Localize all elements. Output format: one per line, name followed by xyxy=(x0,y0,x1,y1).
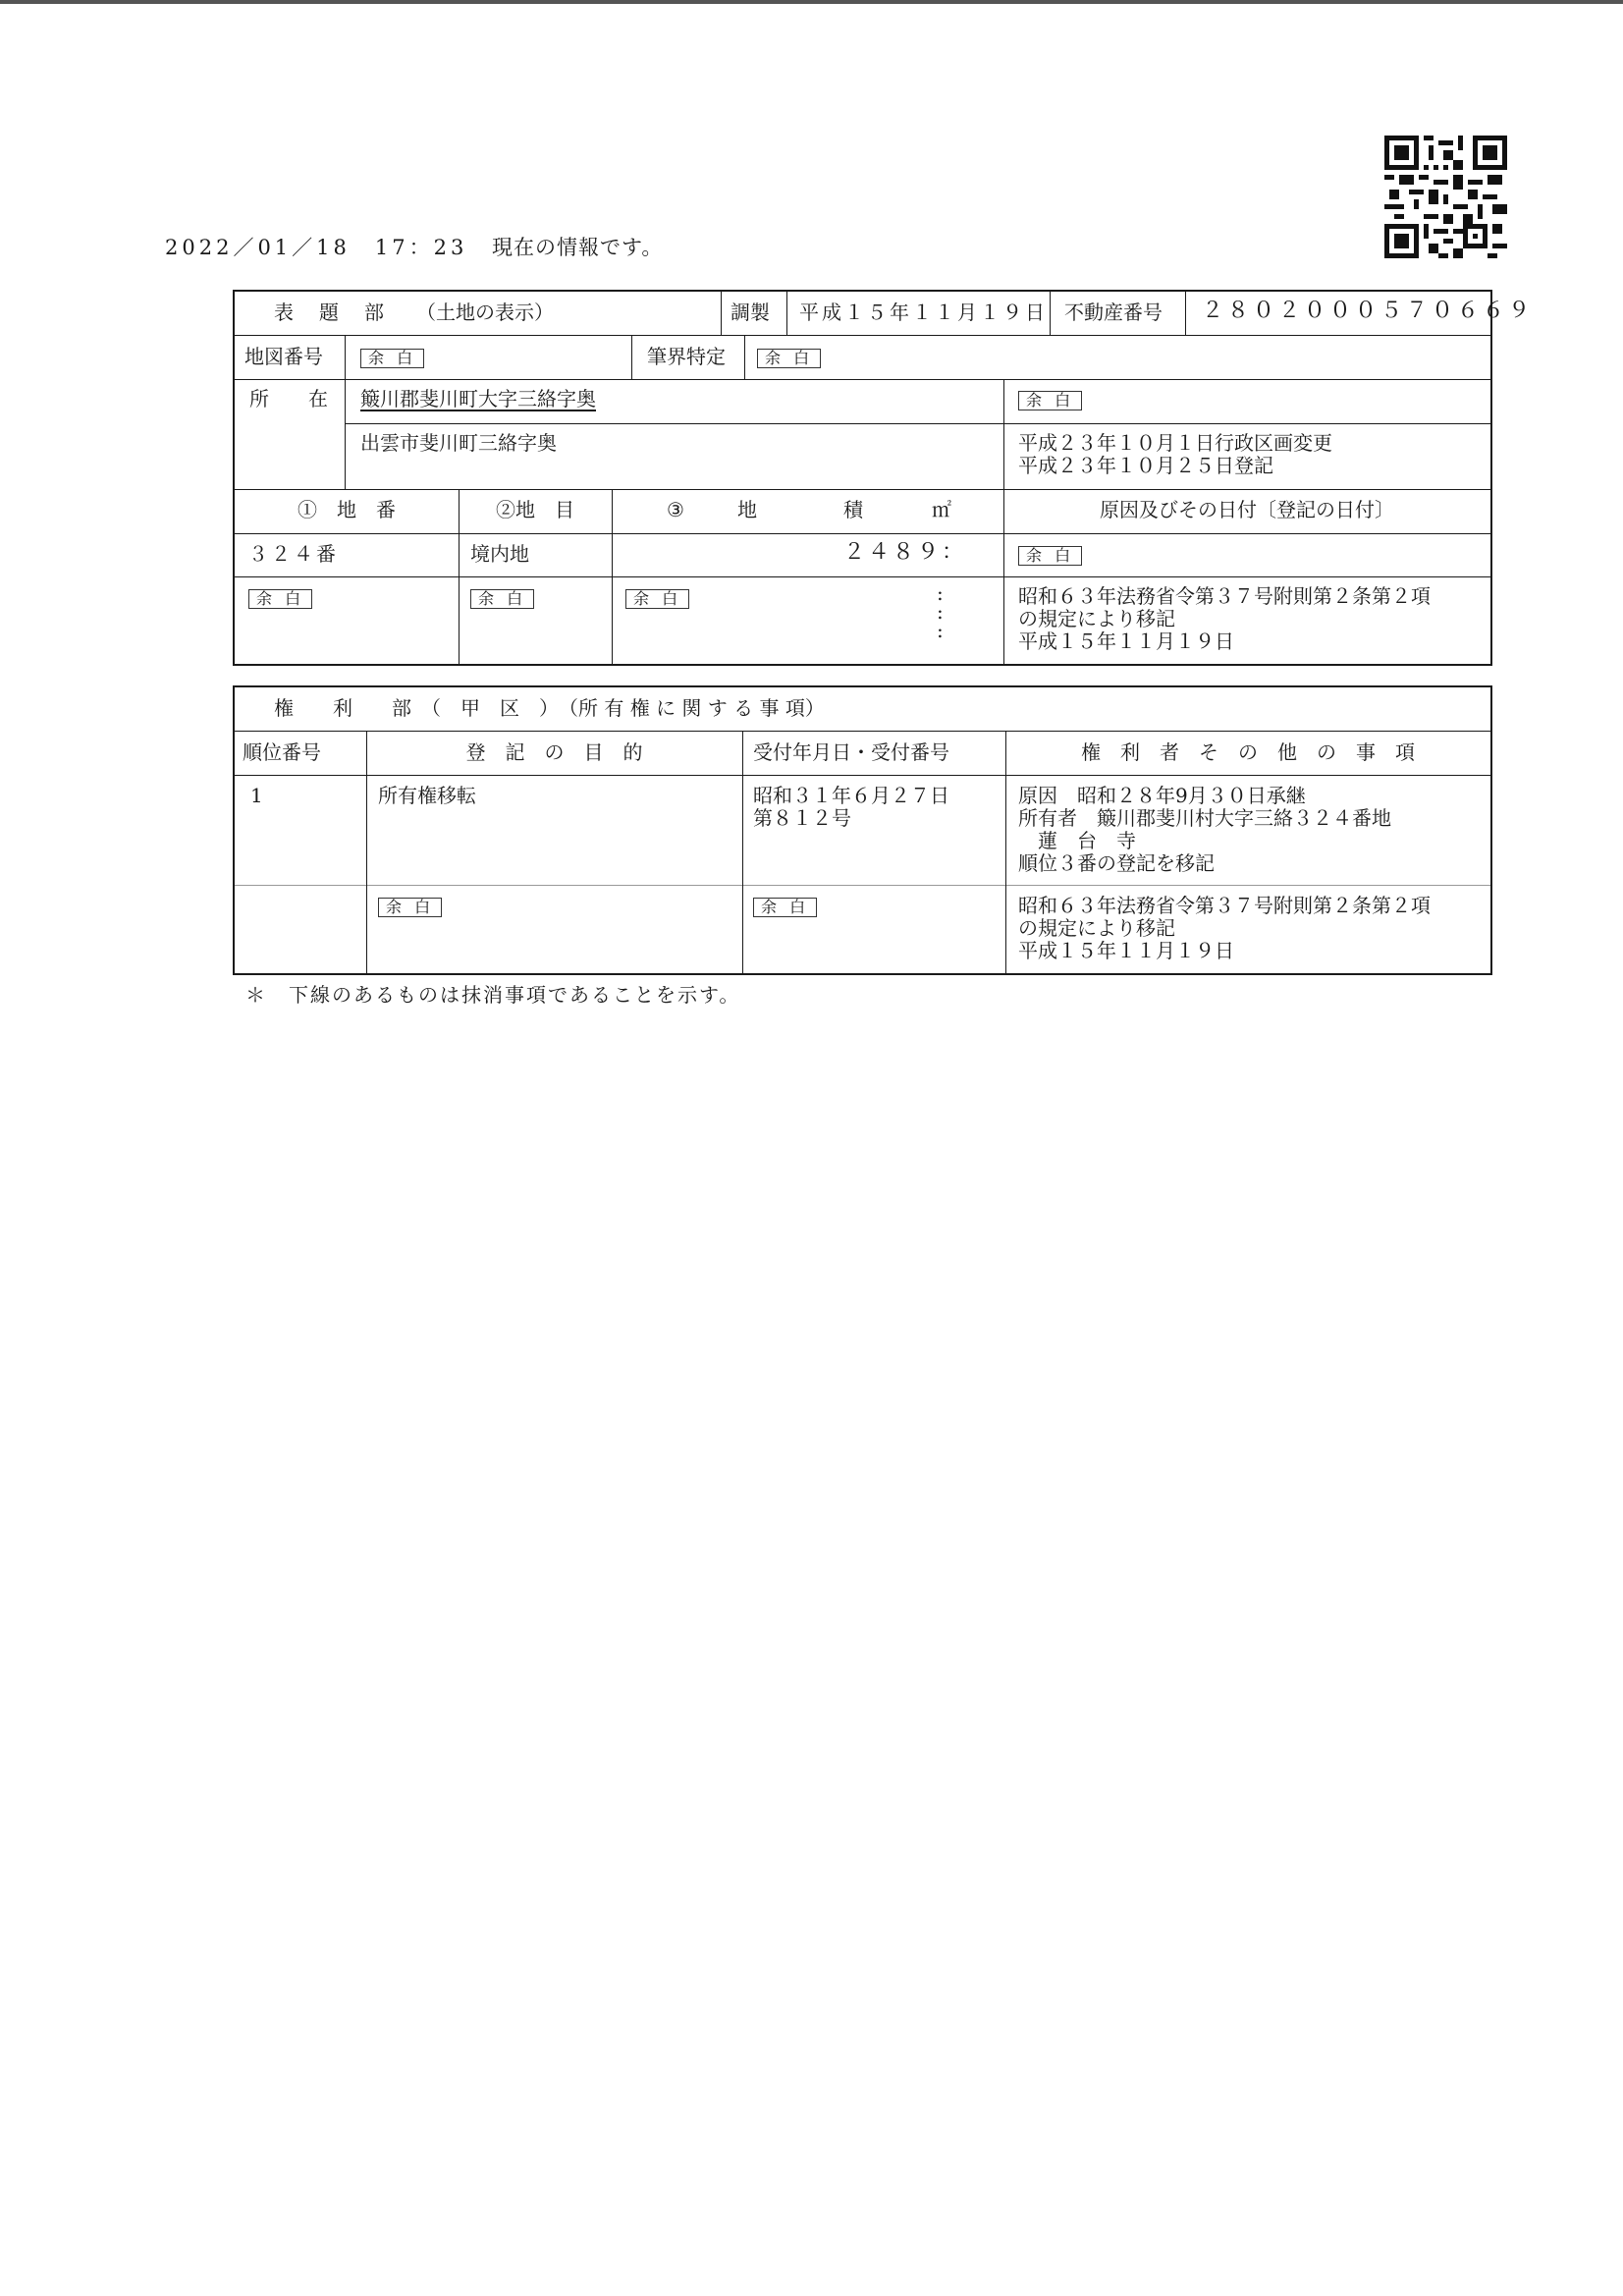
location-new-cause: 平成２３年１０月１日行政区画変更 平成２３年１０月２５日登記 xyxy=(1018,431,1332,477)
rights-row1-receipt: 昭和３１年６月２７日 第８１２号 xyxy=(753,784,949,830)
boundary-label: 筆界特定 xyxy=(647,345,726,368)
scan-top-edge xyxy=(0,0,1623,4)
rights-section-table xyxy=(233,685,1492,975)
prep-label: 調製 xyxy=(730,301,770,324)
col-lot-number: ① 地 番 xyxy=(298,498,396,521)
col-cause: 原因及びその日付〔登記の日付〕 xyxy=(1100,498,1394,521)
location-old-cause-badge: 余 白 xyxy=(1018,391,1082,410)
col-rank: 順位番号 xyxy=(243,740,321,764)
qr-code-icon xyxy=(1384,136,1507,258)
col-area-mark: ③ xyxy=(667,498,684,521)
title-section-table xyxy=(233,290,1535,666)
row2-lot-badge: 余 白 xyxy=(248,589,312,609)
rights-row1-holder: 原因 昭和２８年9月３０日承継 所有者 簸川郡斐川村大字三絡３２４番地 蓮 台 寺 順位３番の登記を移記 xyxy=(1018,784,1391,875)
title-heading: 表 題 部 （土地の表示） xyxy=(274,301,554,324)
col-area-b: 積 xyxy=(843,498,863,521)
print-status: 現在の情報です。 xyxy=(492,236,664,259)
rights-heading: 権 利 部 （ 甲 区 ） （所 有 権 に 関 す る 事 項） xyxy=(274,696,825,720)
row2-area-badge: 余 白 xyxy=(625,589,689,609)
col-purpose: 登 記 の 目 的 xyxy=(465,740,643,764)
prep-date: 平成１５年１１月１９日 xyxy=(799,301,1048,324)
rights-row2-purpose-badge: 余 白 xyxy=(378,898,442,917)
land-type-value: 境内地 xyxy=(470,542,529,566)
location-old: 簸川郡斐川町大字三絡字奥 xyxy=(360,387,596,410)
rights-row2-receipt-badge: 余 白 xyxy=(753,898,817,917)
col-receipt: 受付年月日・受付番号 xyxy=(753,740,949,764)
col-area-a: 地 xyxy=(737,498,757,521)
row1-cause-badge: 余 白 xyxy=(1018,546,1082,566)
realestate-number: ２８０２０００５７０６６９ xyxy=(1202,299,1535,323)
location-label: 所 在 xyxy=(249,387,328,410)
area-value: ２４８９： xyxy=(843,540,967,565)
footer-note: ＊ 下線のあるものは抹消事項であることを示す。 xyxy=(245,983,741,1007)
print-header xyxy=(165,232,663,261)
map-value-badge: 余 白 xyxy=(360,349,424,368)
rights-row1-purpose: 所有権移転 xyxy=(378,784,476,807)
rights-row1-rank: 1 xyxy=(250,784,263,807)
col-land-type: ②地 目 xyxy=(496,498,574,521)
rights-row2-holder: 昭和６３年法務省令第３７号附則第２条第２項 の規定により移記 平成１５年１１月１９日 xyxy=(1018,894,1431,962)
col-holder: 権 利 者 そ の 他 の 事 項 xyxy=(1081,740,1415,764)
lot-number-value: ３２４番 xyxy=(248,542,339,566)
map-label: 地図番号 xyxy=(244,345,323,368)
boundary-value-badge: 余 白 xyxy=(757,349,821,368)
realestate-label: 不動産番号 xyxy=(1064,301,1163,324)
print-timestamp: 2022／01／18 17：23 xyxy=(165,236,468,259)
row2-cause: 昭和６３年法務省令第３７号附則第２条第２項 の規定により移記 平成１５年１１月１９日 xyxy=(1018,584,1431,653)
row2-type-badge: 余 白 xyxy=(470,589,534,609)
row2-area-colons: : : : xyxy=(937,581,944,642)
col-area-unit: ㎡ xyxy=(932,498,951,521)
location-new: 出雲市斐川町三絡字奥 xyxy=(360,431,557,455)
